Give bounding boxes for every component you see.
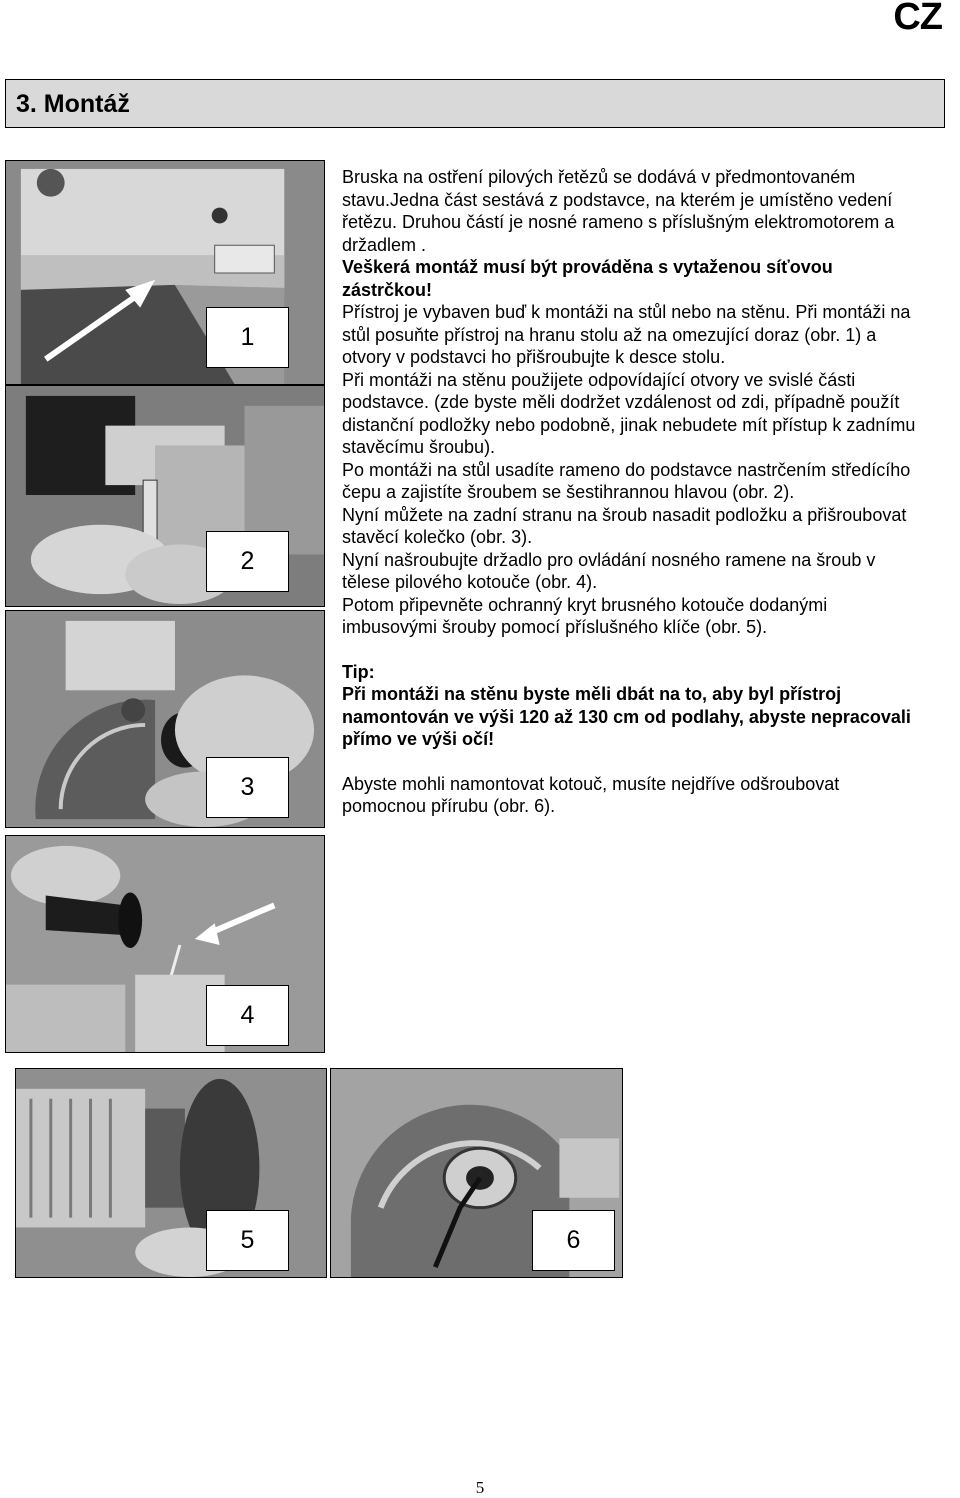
tip-text: Při montáži na stěnu byste měli dbát na to, aby byl přístroj namontován ve výši 120 až 130 cm od podlahy, abyste nepracovali přímo ve výši očí!	[342, 684, 911, 749]
figure-1-label: 1	[206, 307, 289, 368]
safety-warning: Veškerá montáž musí být prováděna s vytaženou síťovou zástrčkou!	[342, 257, 833, 300]
language-code: CZ	[893, 0, 942, 38]
table-mount-paragraph: Přístroj je vybaven buď k montáži na stůl nebo na stěnu. Při montáži na stůl posuňte přístroj na hranu stolu až na omezující doraz (obr. 1) a otvory v podstavci ho přišroubujte k desce stolu.	[342, 302, 911, 367]
figure-2-label: 2	[206, 531, 289, 592]
figure-5-label: 5	[206, 1210, 289, 1271]
section-header	[5, 79, 945, 128]
wheel-paragraph: Nyní můžete na zadní stranu na šroub nasadit podložku a přišroubovat stavěcí kolečko (obr. 3).	[342, 504, 907, 547]
figure-6-label: 6	[532, 1210, 615, 1271]
intro-paragraph: Bruska na ostření pilových řetězů se dodává v předmontovaném stavu.Jedna část sestává z podstavce, na kterém je umístěno vedení řetězu. Druhou částí je nosné rameno s příslušným elektromotorem a držadlem .	[342, 167, 895, 255]
wall-mount-paragraph: Při montáži na stěnu použijete odpovídající otvory ve svislé části podstavce. (zde byste měli dodržet vzdálenost od zdi, případně použít distanční podložky nebo podobně, jinak nebudete mít přístup k zadnímu stavěcímu šroubu).	[342, 369, 916, 457]
page-number: 5	[475, 1478, 485, 1497]
figure-4-label: 4	[206, 985, 289, 1046]
arm-mount-paragraph: Po montáži na stůl usadíte rameno do podstavce nastrčením středícího čepu a zajistíte šroubem se šestihrannou hlavou (obr. 2).	[342, 459, 911, 502]
instruction-text	[342, 166, 922, 818]
figure-3-label: 3	[206, 757, 289, 818]
handle-paragraph: Nyní našroubujte držadlo pro ovládání nosného ramene na šroub v tělese pilového kotouče (obr. 4).	[342, 549, 876, 592]
section-title: 3. Montáž	[16, 90, 130, 118]
flange-paragraph: Abyste mohli namontovat kotouč, musíte nejdříve odšroubovat pomocnou přírubu (obr. 6).	[342, 773, 840, 816]
tip-label: Tip:	[342, 661, 375, 682]
guard-paragraph: Potom připevněte ochranný kryt brusného kotouče dodanými imbusovými šrouby pomocí příslušného klíče (obr. 5).	[342, 594, 828, 637]
